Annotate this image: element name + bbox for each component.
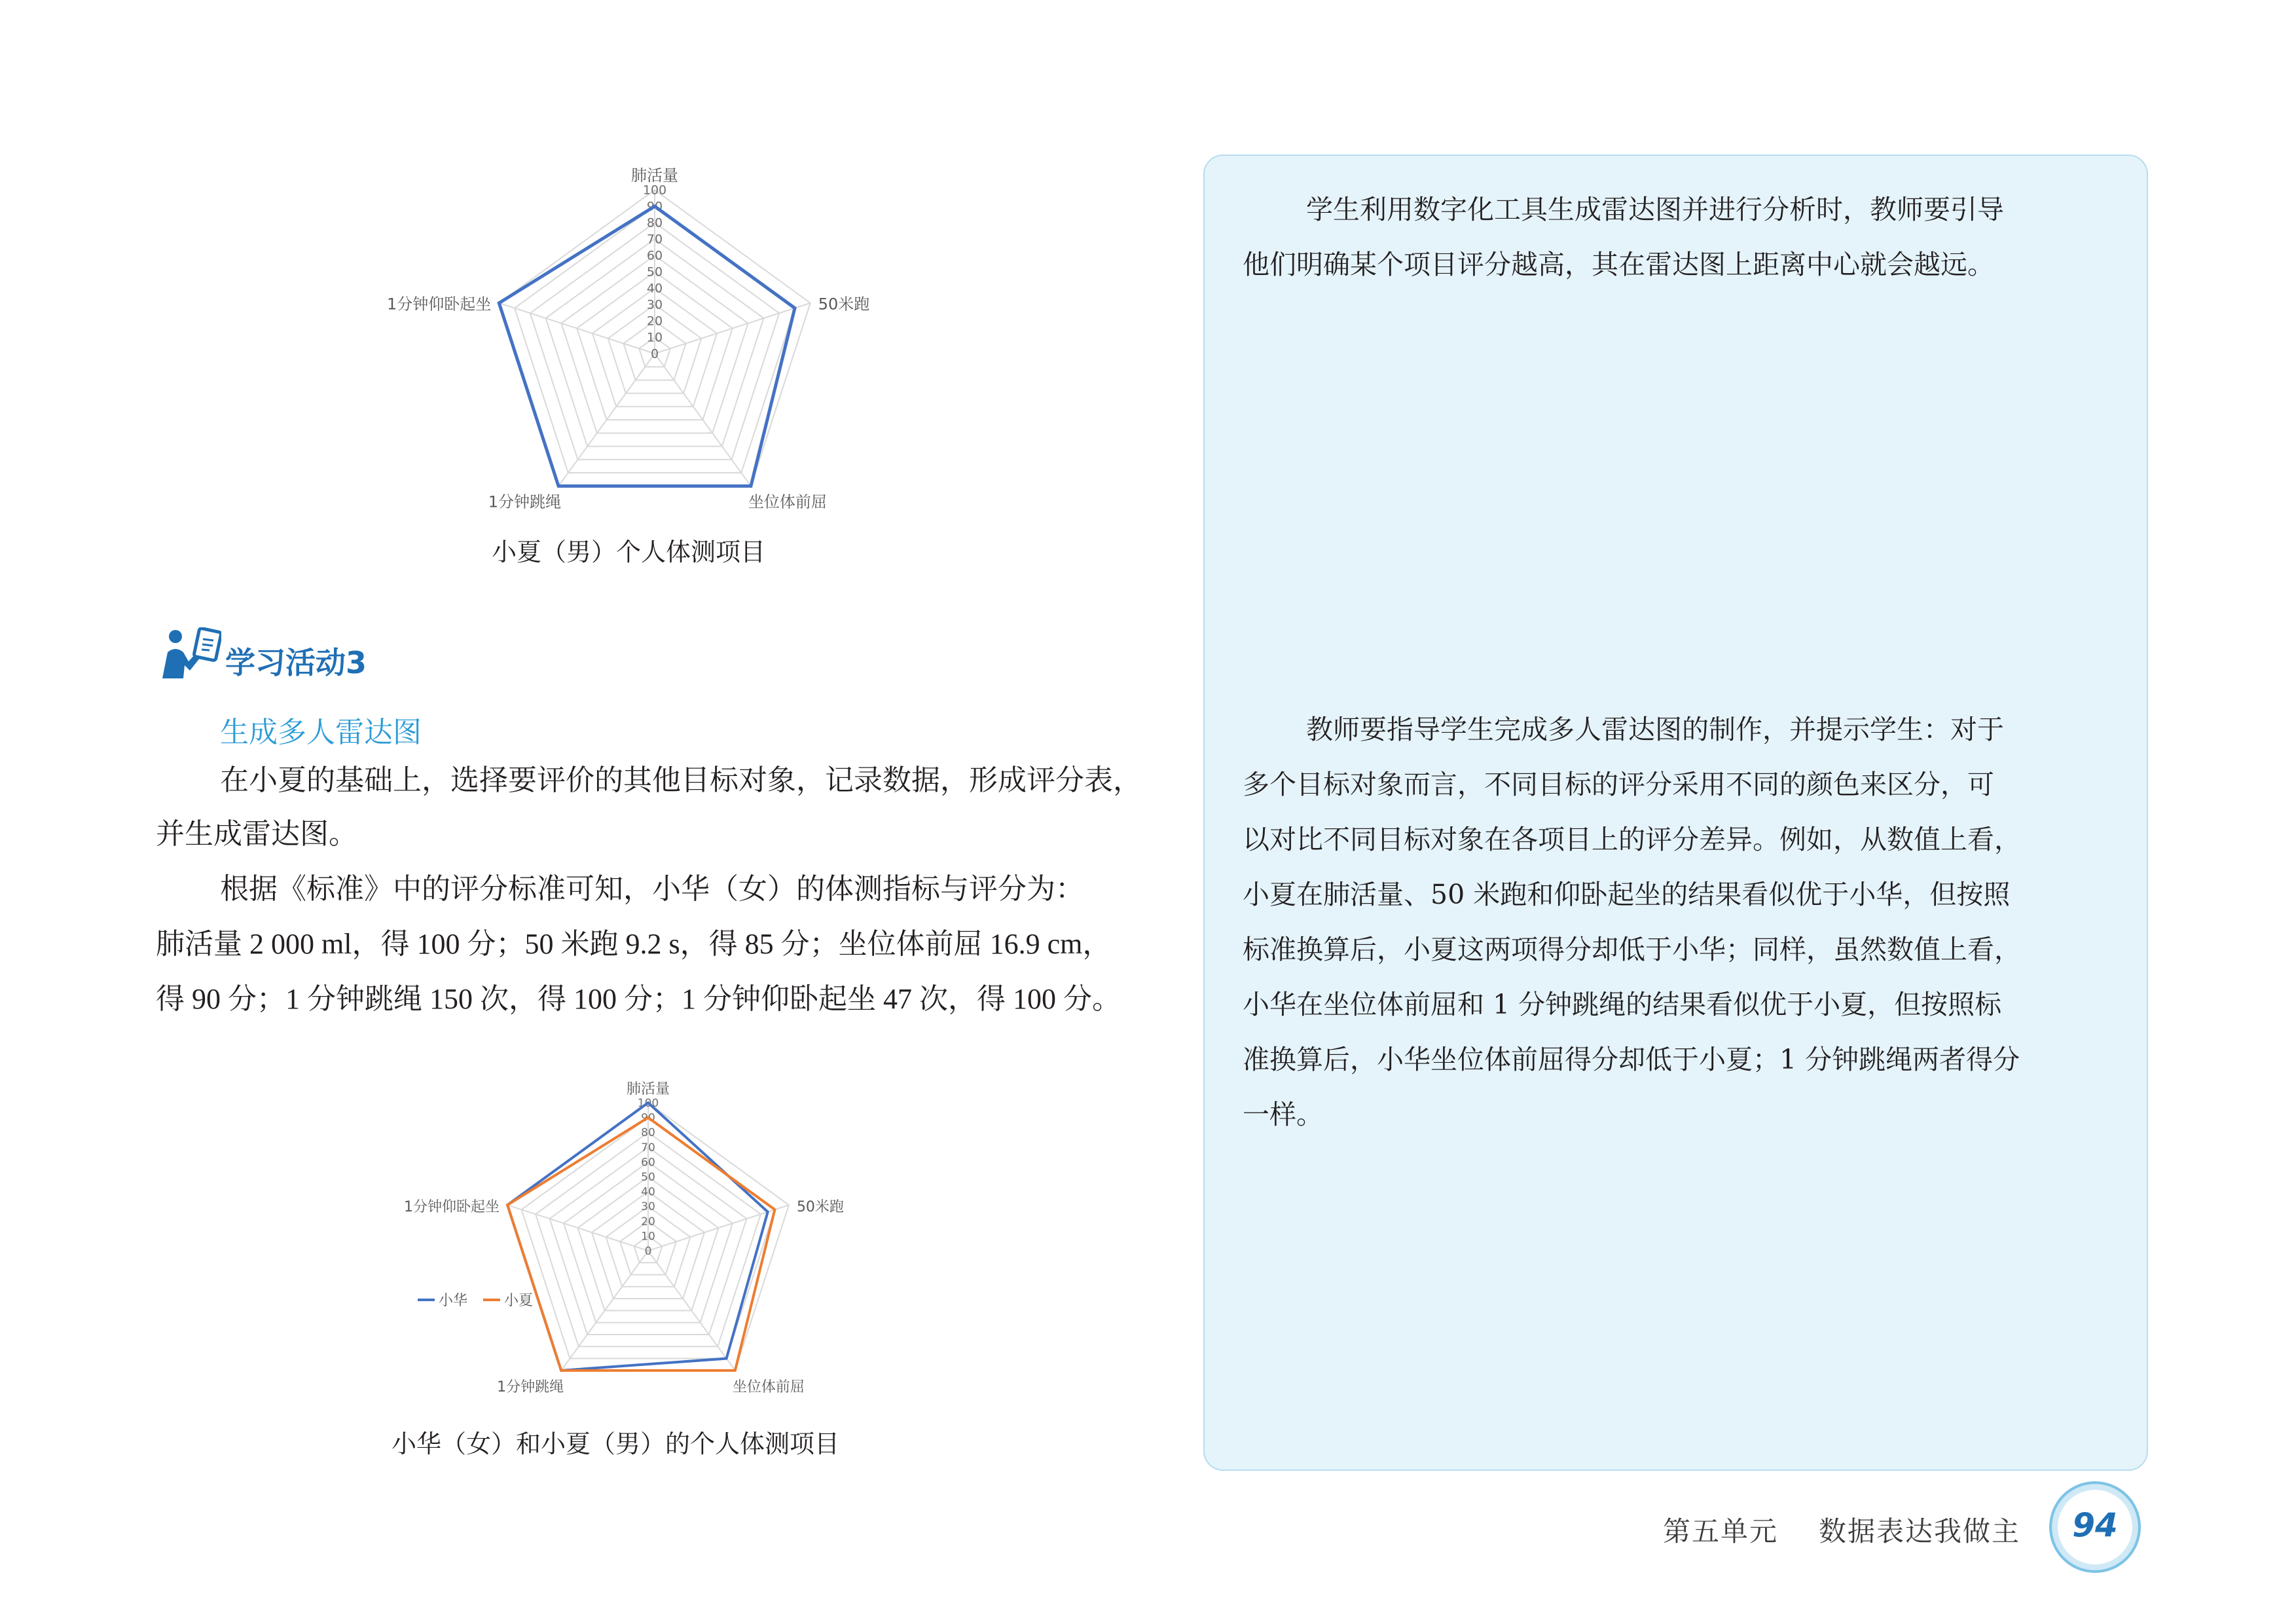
axis-spoke xyxy=(507,1205,648,1251)
note-2-line: 准换算后，小华坐位体前屈得分却低于小夏；1 分钟跳绳两者得分 xyxy=(1243,1044,2020,1075)
axis-label: 1分钟跳绳 xyxy=(497,1378,564,1395)
note-1-line-1: 学生利用数字化工具生成雷达图并进行分析时，教师要引导 xyxy=(1306,194,2004,225)
student-icon xyxy=(156,627,221,680)
note-2-line: 一样。 xyxy=(1243,1099,1323,1130)
axis-label: 1分钟仰卧起坐 xyxy=(404,1199,500,1216)
legend-label: 小华 xyxy=(439,1293,468,1309)
page-number: 94 xyxy=(2072,1506,2118,1544)
tick-label: 10 xyxy=(646,330,663,345)
paragraph-2-line-3: 得 90 分；1 分钟跳绳 150 次，得 100 分；1 分钟仰卧起坐 47 次，得 100 分。 xyxy=(156,983,1121,1015)
note-2-line: 标准换算后，小夏这两项得分却低于小华；同样，虽然数值上看， xyxy=(1243,934,2021,965)
tick-label: 10 xyxy=(641,1230,655,1244)
tick-label: 40 xyxy=(641,1185,655,1199)
axis-label: 坐位体前屈 xyxy=(748,492,827,511)
axis-label: 1分钟仰卧起坐 xyxy=(386,295,492,314)
tick-label: 20 xyxy=(641,1215,655,1228)
tick-label: 90 xyxy=(646,199,663,214)
axis-label: 肺活量 xyxy=(631,166,678,185)
legend-label: 小夏 xyxy=(504,1293,534,1309)
tick-label: 70 xyxy=(641,1141,655,1154)
tick-label: 80 xyxy=(641,1126,655,1140)
chart-caption-1: 小夏（男）个人体测项目 xyxy=(491,538,765,566)
axis-label: 50米跑 xyxy=(818,295,870,314)
radar-chart-comparison xyxy=(393,1067,890,1408)
note-2-line: 小夏在肺活量、50 米跑和仰卧起坐的结果看似优于小华，但按照 xyxy=(1243,879,2011,910)
tick-label: 50 xyxy=(641,1170,655,1184)
tick-label: 80 xyxy=(646,215,663,231)
tick-label: 60 xyxy=(641,1156,655,1170)
section-subheading: 生成多人雷达图 xyxy=(220,716,422,749)
tick-label: 0 xyxy=(650,346,659,361)
axis-label: 1分钟跳绳 xyxy=(488,492,562,511)
axis-label: 50米跑 xyxy=(796,1199,844,1216)
note-2-line: 以对比不同目标对象在各项目上的评分差异。例如，从数值上看， xyxy=(1243,824,2021,855)
note-2 xyxy=(1243,702,2113,1142)
tick-label: 100 xyxy=(637,1096,659,1110)
note-2-line: 多个目标对象而言，不同目标的评分采用不同的颜色来区分，可 xyxy=(1243,769,1994,800)
activity-title: 学习活动3 xyxy=(225,645,367,680)
tick-label: 20 xyxy=(646,314,663,329)
note-2-line: 教师要指导学生完成多人雷达图的制作，并提示学生：对于 xyxy=(1306,714,2004,745)
tick-label: 30 xyxy=(641,1200,655,1214)
axis-spoke xyxy=(499,303,655,354)
tick-label: 70 xyxy=(646,232,663,247)
axis-label: 肺活量 xyxy=(626,1081,670,1098)
note-2-line: 小华在坐位体前屈和 1 分钟跳绳的结果看似优于小夏，但按照标 xyxy=(1243,989,2002,1020)
chart-caption-2: 小华（女）和小夏（男）的个人体测项目 xyxy=(391,1430,839,1458)
tick-label: 60 xyxy=(646,248,663,263)
paragraph-2-line-1: 根据《标准》中的评分标准可知，小华（女）的体测指标与评分为： xyxy=(220,873,1084,905)
tick-label: 0 xyxy=(644,1244,652,1258)
footer-unit-title: 数据表达我做主 xyxy=(1819,1515,2021,1547)
footer-unit: 第五单元 xyxy=(1663,1515,1779,1547)
radar-chart-xiaoxia xyxy=(367,157,890,524)
tick-label: 40 xyxy=(646,281,663,296)
axis-label: 坐位体前屈 xyxy=(732,1378,805,1395)
tick-label: 90 xyxy=(641,1111,655,1125)
paragraph-1-line-1: 在小夏的基础上，选择要评价的其他目标对象，记录数据，形成评分表， xyxy=(220,764,1142,796)
tick-label: 30 xyxy=(646,297,663,312)
paragraph-2-line-2: 肺活量 2 000 ml，得 100 分；50 米跑 9.2 s，得 85 分；坐位体前屈 16.9 cm， xyxy=(156,928,1112,960)
tick-label: 100 xyxy=(642,183,667,198)
paragraph-1-line-2: 并生成雷达图。 xyxy=(156,818,357,850)
note-1-line-2: 他们明确某个项目评分越高，其在雷达图上距离中心就会越远。 xyxy=(1243,249,1994,280)
tick-label: 50 xyxy=(646,265,663,280)
